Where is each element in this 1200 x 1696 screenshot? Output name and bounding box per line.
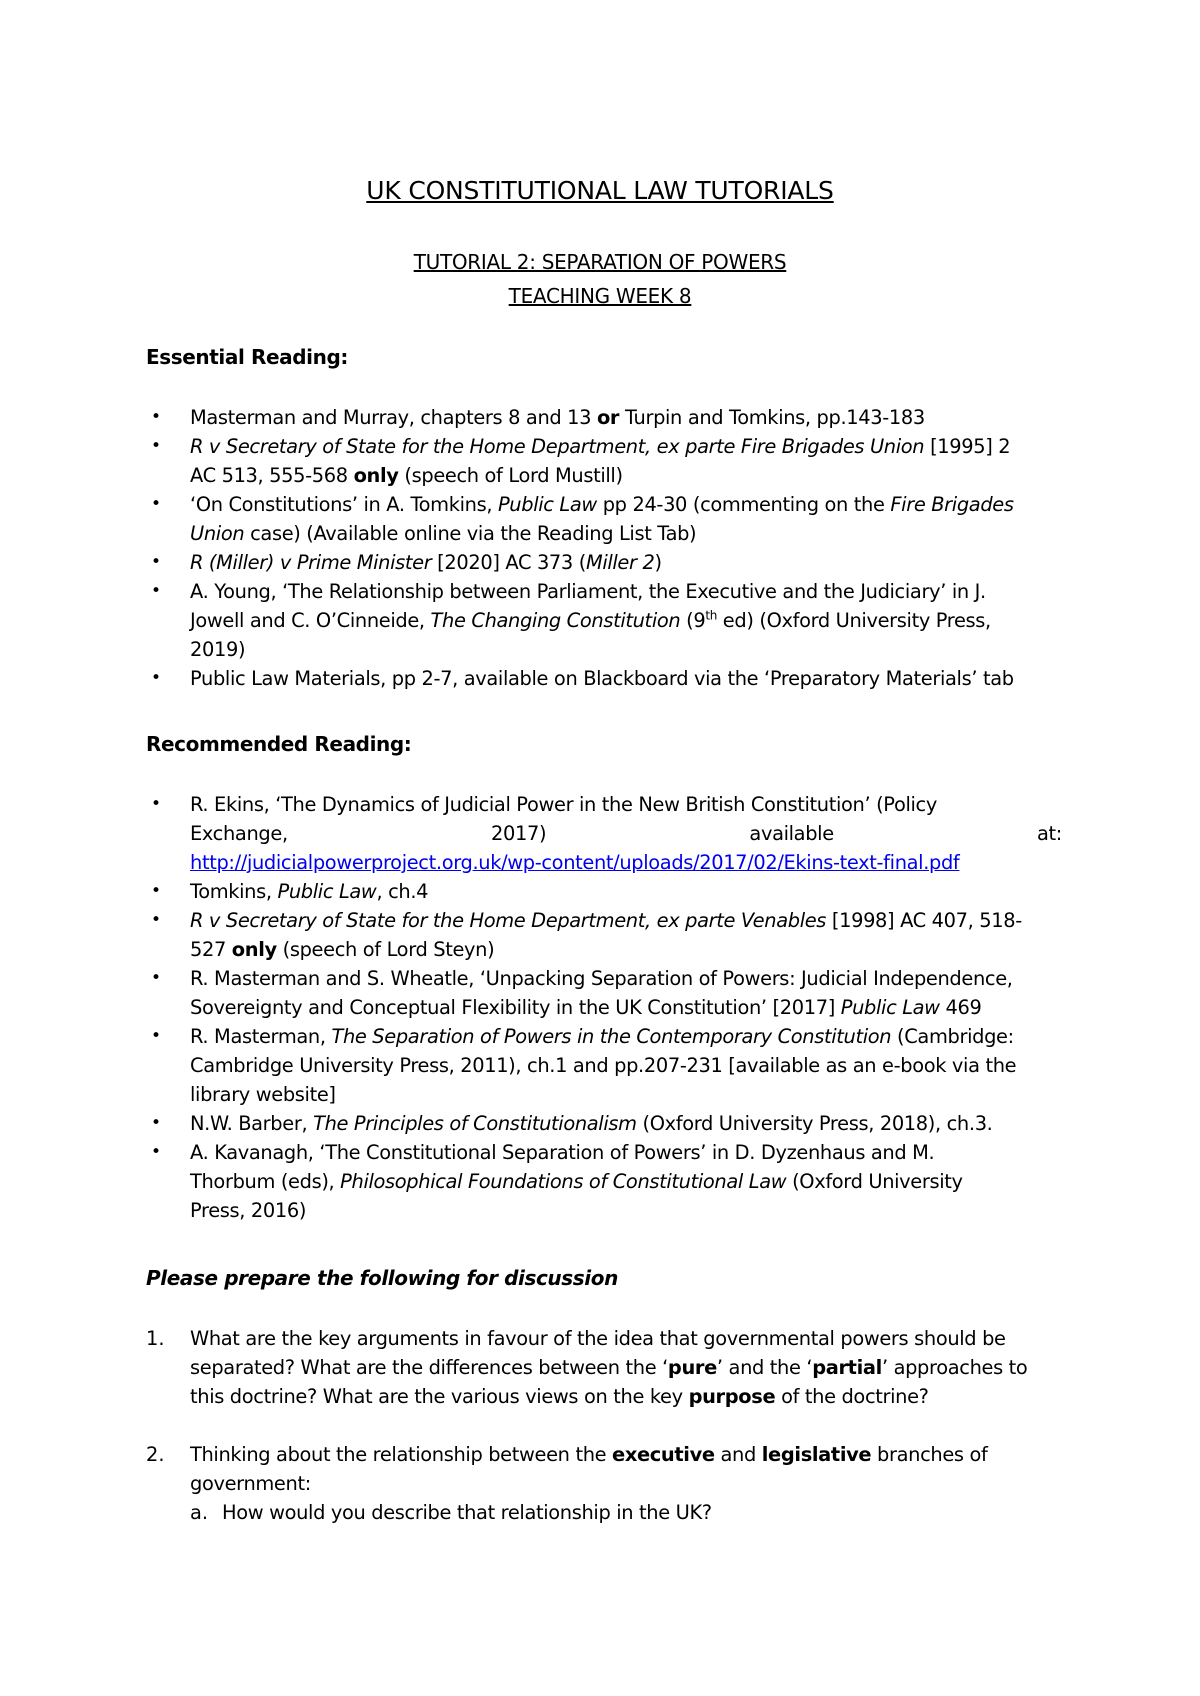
bullet-icon: • [151, 968, 162, 988]
essential-item-2: R v Secretary of State for the Home Department, ex parte Fire Brigades Union [1995] 2 AC 513, 555-568 only (speech of Lord Mustill) [190, 435, 1011, 487]
question-2: Thinking about the relationship between the executive and legislative branches of government: [190, 1443, 988, 1495]
question-2a-letter: a. [190, 1501, 209, 1524]
bullet-icon: • [151, 1113, 162, 1133]
recommended-item-3: R v Secretary of State for the Home Department, ex parte Venables [1998] AC 407, 518- 527 only (speech of Lord Steyn) [190, 909, 1022, 961]
recommended-item-6: N.W. Barber, The Principles of Constitutionalism (Oxford University Press, 2018), ch.3. [190, 1112, 993, 1135]
bullet-icon: • [151, 881, 162, 901]
recommended-reading-heading: Recommended Reading: [146, 732, 412, 756]
recommended-item-7: A. Kavanagh, ‘The Constitutional Separation of Powers’ in D. Dyzenhaus and M. Thorbum (eds), Philosophical Foundations of Constitutional Law (Oxford University Press, 2016) [190, 1141, 963, 1222]
question-1-number: 1. [146, 1327, 165, 1350]
recommended-item-4: R. Masterman and S. Wheatle, ‘Unpacking Separation of Powers: Judicial Independence, Sovereignty and Conceptual Flexibility in the UK Constitution’ [2017] Public Law 469 [190, 967, 1013, 1019]
tutorial-title: TUTORIAL 2: SEPARATION OF POWERS [413, 250, 787, 274]
essential-item-4: R (Miller) v Prime Minister [2020] AC 373 (Miller 2) [190, 551, 662, 574]
recommended-item-5: R. Masterman, The Separation of Powers in the Contemporary Constitution (Cambridge: Cambridge University Press, 2011), ch.1 and pp.207-231 [available as an e-book via the library website] [190, 1025, 1017, 1106]
question-2-number: 2. [146, 1443, 165, 1466]
recommended-item-2: Tomkins, Public Law, ch.4 [190, 880, 429, 903]
essential-reading-heading: Essential Reading: [146, 345, 348, 369]
bullet-icon: • [151, 436, 162, 456]
teaching-week: TEACHING WEEK 8 [508, 284, 692, 308]
bullet-icon: • [151, 552, 162, 572]
bullet-icon: • [151, 794, 162, 814]
bullet-icon: • [151, 910, 162, 930]
bullet-icon: • [151, 1142, 162, 1162]
recommended-item-1: R. Ekins, ‘The Dynamics of Judicial Power in the New British Constitution’ (Policy Exchange, 2017) available at: http://judicialpowerproject.org.uk/wp-content/uploads/2017/02/Ekins-text-final.pdf [190, 793, 1062, 874]
bullet-icon: • [151, 407, 162, 427]
bullet-icon: • [151, 581, 162, 601]
ekins-pdf-link[interactable]: http://judicialpowerproject.org.uk/wp-content/uploads/2017/02/Ekins-text-final.pdf [190, 851, 960, 874]
discussion-heading: Please prepare the following for discussion [146, 1266, 618, 1290]
essential-item-6: Public Law Materials, pp 2-7, available on Blackboard via the ‘Preparatory Materials’ tab [190, 667, 1014, 690]
bullet-icon: • [151, 1026, 162, 1046]
bullet-icon: • [151, 668, 162, 688]
question-2a: How would you describe that relationship in the UK? [222, 1501, 712, 1524]
essential-item-1: Masterman and Murray, chapters 8 and 13 or Turpin and Tomkins, pp.143-183 [190, 406, 925, 429]
document-title: UK CONSTITUTIONAL LAW TUTORIALS [366, 176, 834, 205]
essential-item-5: A. Young, ‘The Relationship between Parliament, the Executive and the Judiciary’ in J. Jowell and C. O’Cinneide, The Changing Constitution (9th ed) (Oxford University Press, 2019) [190, 580, 991, 661]
bullet-icon: • [151, 494, 162, 514]
essential-item-3: ‘On Constitutions’ in A. Tomkins, Public Law pp 24-30 (commenting on the Fire Brigades Union case) (Available online via the Reading List Tab) [190, 493, 1014, 545]
question-1: What are the key arguments in favour of the idea that governmental powers should be separated? What are the differences between the ‘pure’ and the ‘partial’ approaches to this doctrine? What are the various views on the key purpose of the doctrine? [190, 1327, 1028, 1408]
